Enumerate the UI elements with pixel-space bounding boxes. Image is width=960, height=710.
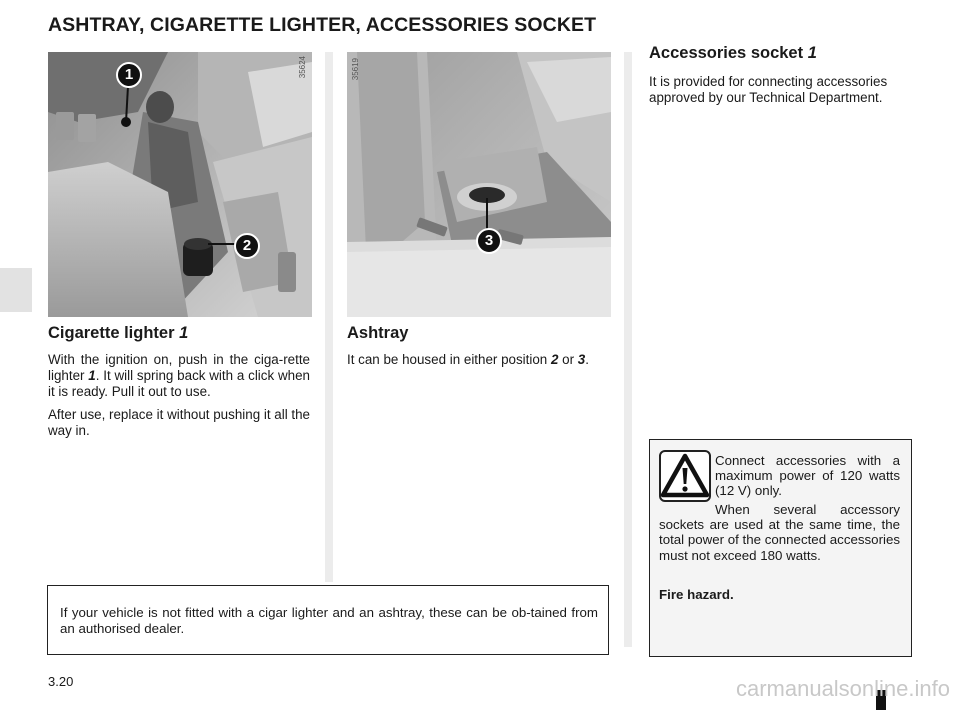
heading-ref: 1 xyxy=(807,44,817,62)
warning-box xyxy=(649,439,912,657)
ashtray-heading: Ashtray xyxy=(347,324,409,342)
warning-text-main xyxy=(715,453,900,499)
accessories-section xyxy=(649,44,912,106)
image-code: 35619 xyxy=(351,58,360,81)
column-divider-left xyxy=(325,52,333,582)
heading-ref: 1 xyxy=(179,324,189,342)
watermark: carmanualsonline.info xyxy=(735,676,950,701)
heading-text: Cigarette lighter xyxy=(48,324,180,342)
section-tab xyxy=(0,268,32,312)
ashtray-ref-2: 2 xyxy=(550,352,559,367)
dealer-note-text: If your vehicle is not fitted with a cigar lighter and an ashtray, these can be ob-tained from an authorised dealer. xyxy=(60,605,598,636)
instruction-text: With the ignition on, push in the ciga-rette lighter xyxy=(48,352,310,383)
ashtray-section xyxy=(347,324,613,368)
ashtray-text-end: . xyxy=(585,352,589,367)
warning-main-line: Connect accessories with a maximum power of 120 watts (12 V) only. xyxy=(715,453,900,499)
warning-triangle-icon xyxy=(659,450,711,502)
instruction-ref: 1 xyxy=(88,368,96,383)
ashtray-photo xyxy=(347,52,611,317)
cigarette-lighter-photo xyxy=(48,52,312,317)
heading-text: Accessories socket xyxy=(649,44,808,62)
page-title: ASHTRAY, CIGARETTE LIGHTER, ACCESSORIES SOCKET xyxy=(48,14,597,36)
warning-fire-hazard: Fire hazard. xyxy=(659,587,734,602)
cigarette-lighter-after-use: After use, replace it without pushing it all the way in. xyxy=(48,407,311,438)
cigarette-lighter-section xyxy=(48,324,310,439)
ashtray-text xyxy=(347,352,613,368)
cigarette-lighter-instructions xyxy=(48,352,310,400)
warning-several-sockets: When several accessory sockets are used at the same time, the total power of the connected accessories must not exceed 180 watts. xyxy=(659,502,900,563)
warning-text-more xyxy=(659,502,900,563)
image-code: 35624 xyxy=(298,56,307,79)
ashtray-ref-3: 3 xyxy=(577,352,586,367)
callout-1: 1 xyxy=(116,62,142,88)
callout-2: 2 xyxy=(234,233,260,259)
ashtray-text-or: or xyxy=(558,352,578,367)
callout-3: 3 xyxy=(476,228,502,254)
dealer-note-box xyxy=(47,585,609,655)
instruction-text-end: . It will spring back with a click when it is ready. Pull it out to use. xyxy=(48,368,310,399)
page-number: 3.20 xyxy=(48,674,74,689)
cigarette-lighter-illustration xyxy=(48,52,312,317)
ashtray-text-a: It can be housed in either position xyxy=(347,352,551,367)
cigarette-lighter-heading xyxy=(48,324,310,343)
accessories-text: It is provided for connecting accessories approved by our Technical Department. xyxy=(649,74,888,105)
accessories-heading xyxy=(649,44,912,63)
ashtray-illustration xyxy=(347,52,611,317)
column-divider-right xyxy=(624,52,632,647)
